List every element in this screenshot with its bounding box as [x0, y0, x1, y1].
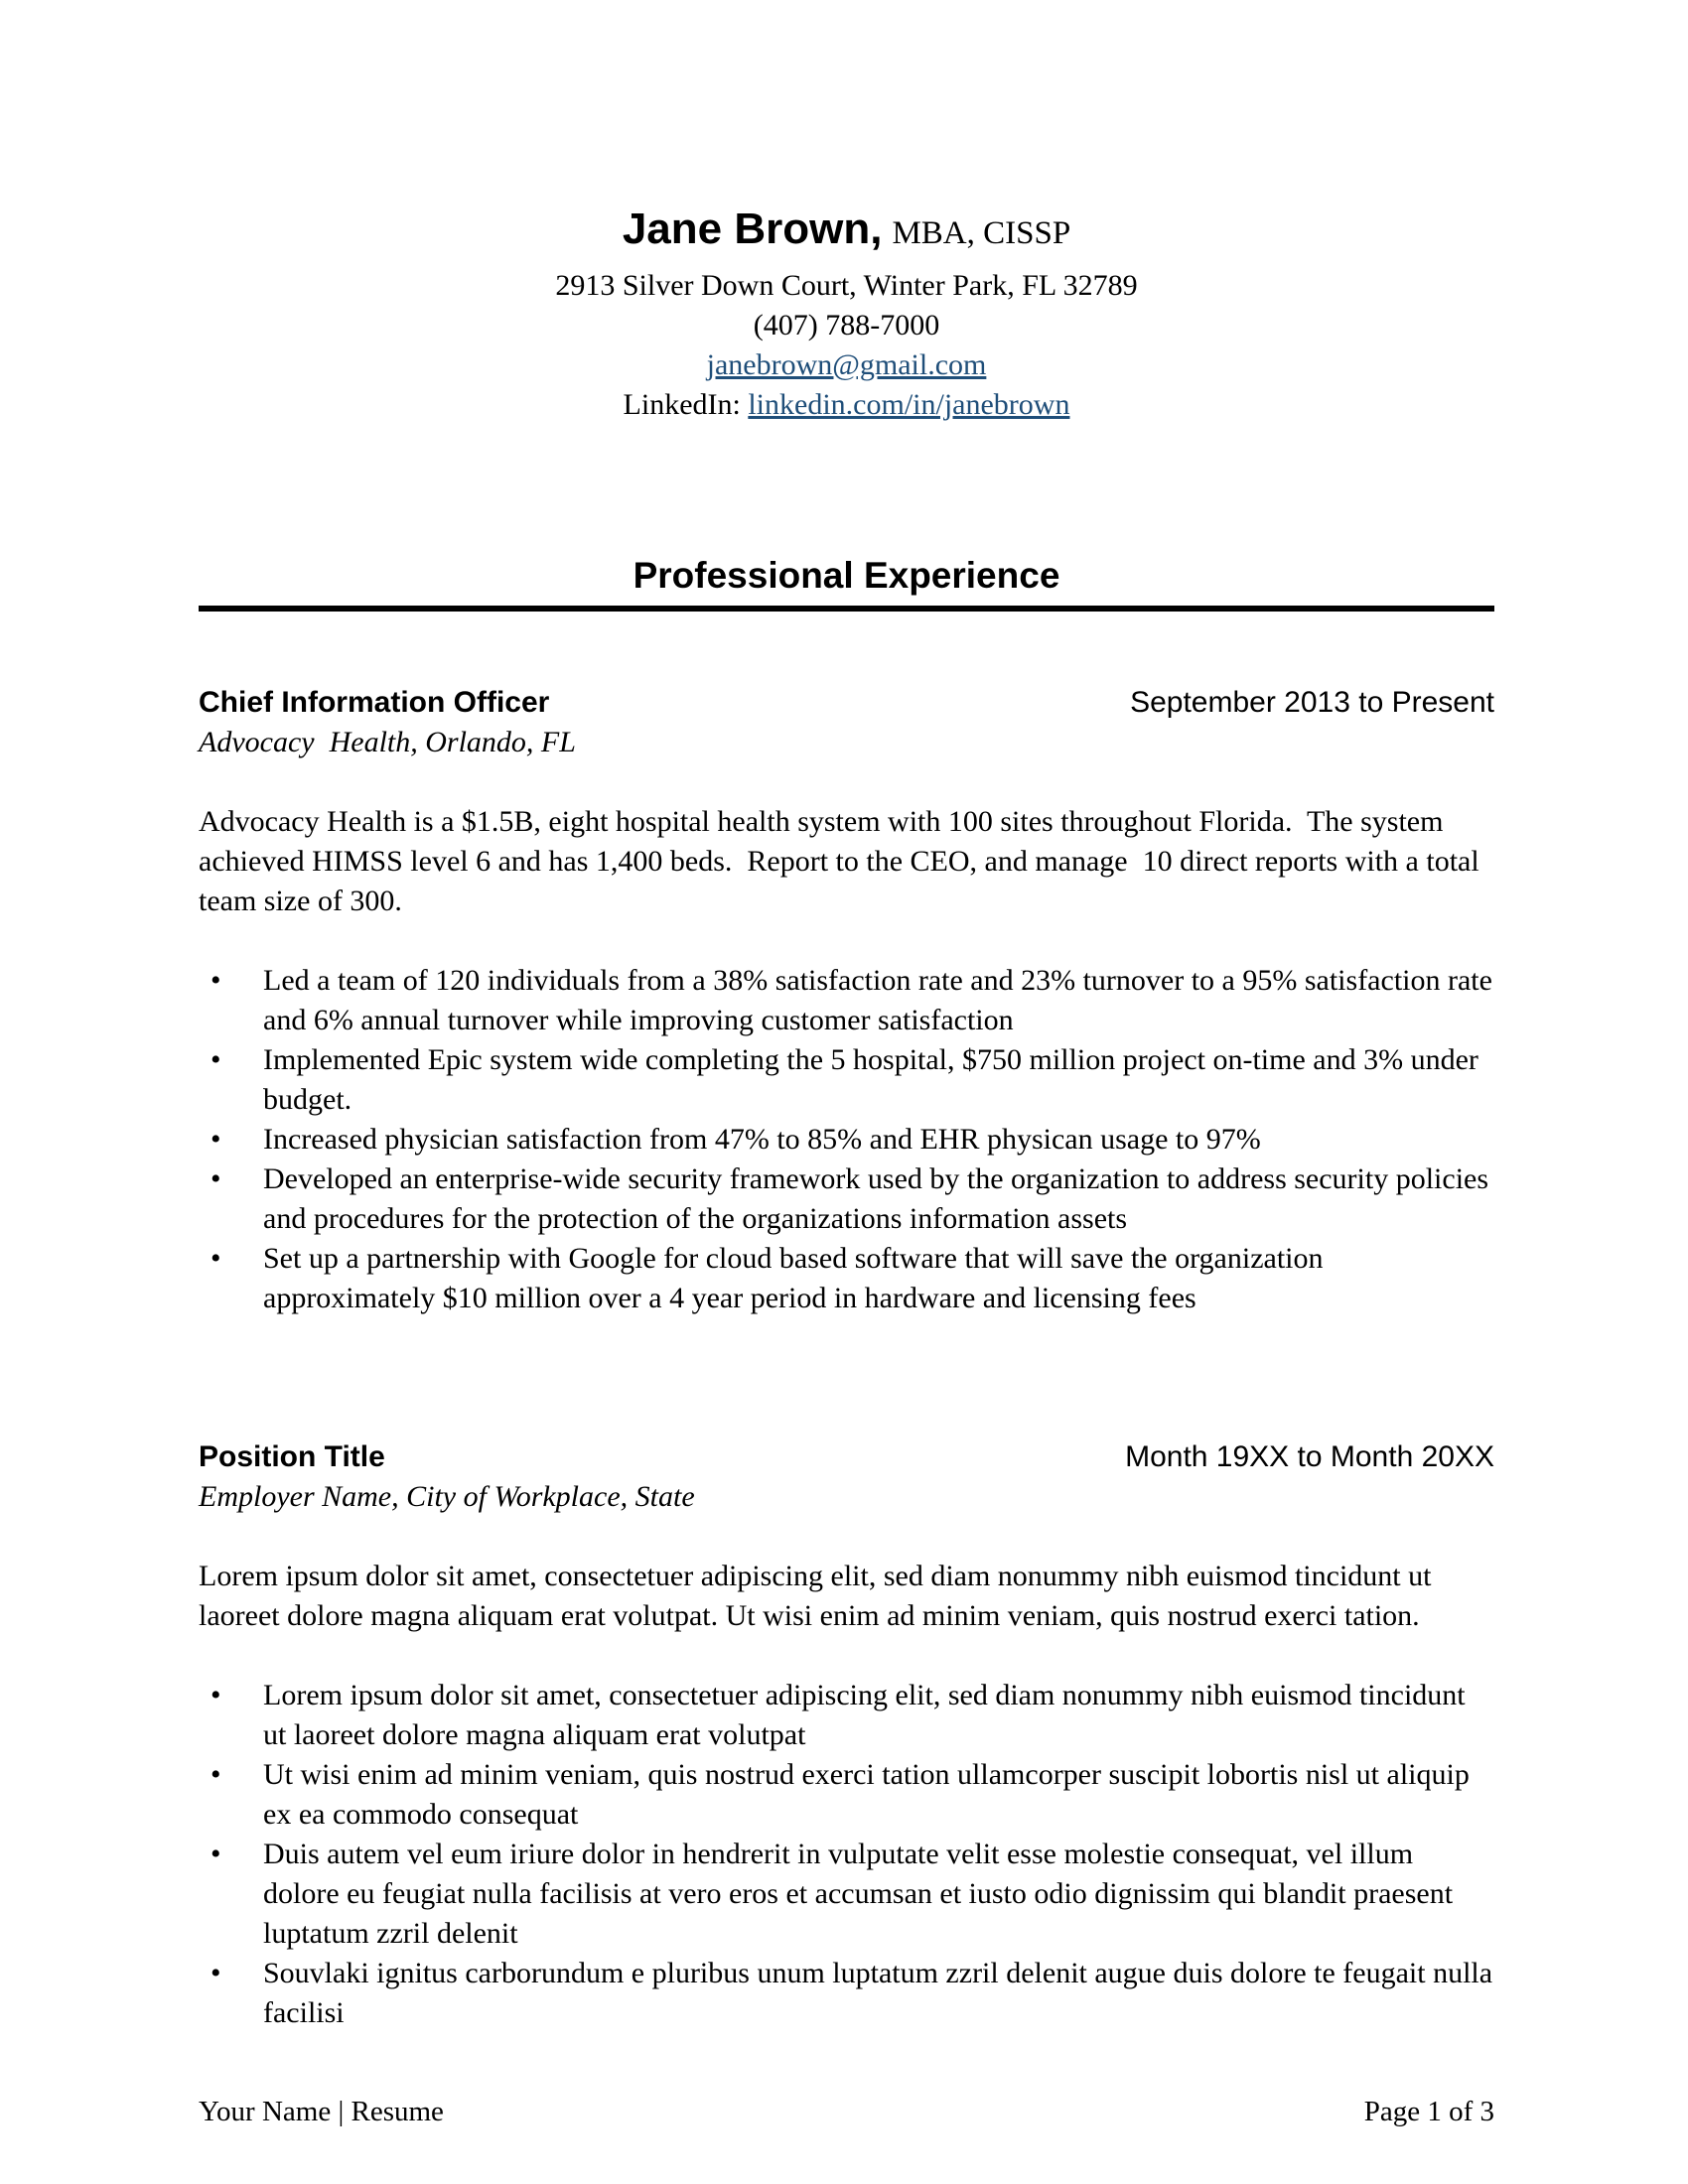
person-name: Jane Brown,	[622, 205, 883, 253]
bullet-item: • Implemented Epic system wide completing the 5 hospital, $750 million project on-time and 3% under budget.	[199, 1040, 1494, 1120]
bullet-item: • Set up a partnership with Google for cloud based software that will save the organization approximately $10 million over a 4 year period in hardware and licensing fees	[199, 1239, 1494, 1318]
linkedin-line	[199, 385, 1494, 425]
job-employer: Employer Name, City of Workplace, State	[199, 1480, 695, 1513]
job-bullet-list	[199, 1676, 1500, 2033]
bullet-item: • Ut wisi enim ad minim veniam, quis nostrud exerci tation ullamcorper suscipit lobortis nisl ut aliquip ex ea commodo consequat	[199, 1755, 1494, 1835]
bullet-item: • Increased physician satisfaction from 47% to 85% and EHR physican usage to 97%	[199, 1120, 1494, 1160]
section-heading-professional-experience: Professional Experience	[199, 554, 1494, 612]
job-summary: Advocacy Health is a $1.5B, eight hospital health system with 100 sites throughout Florida. The system achieved HIMSS level 6 and has 1,400 beds. Report to the CEO, and manage 10 direct reports with a total team size of 300.	[199, 805, 1487, 917]
job-title: Chief Information Officer	[199, 686, 550, 719]
bullet-item: • Souvlaki ignitus carborundum e pluribus unum luptatum zzril delenit augue duis dolore te feugait nulla facilisi	[199, 1954, 1494, 2033]
bullet-item: • Led a team of 120 individuals from a 38% satisfaction rate and 23% turnover to a 95% satisfaction rate and 6% annual turnover while improving customer satisfaction	[199, 961, 1494, 1040]
job-entry-cio	[199, 683, 1500, 1318]
footer-name-doc: Your Name | Resume	[199, 2096, 444, 2127]
job-dates: September 2013 to Present	[1130, 686, 1494, 719]
email-link[interactable]: janebrown@gmail.com	[706, 348, 987, 381]
name-line	[199, 204, 1494, 260]
linkedin-label: LinkedIn:	[623, 388, 749, 421]
bullet-item: • Developed an enterprise-wide security framework used by the organization to address security policies and procedures for the protection of the organizations information assets	[199, 1160, 1494, 1239]
job-title: Position Title	[199, 1440, 385, 1473]
job-dates: Month 19XX to Month 20XX	[1125, 1440, 1494, 1473]
bullet-item: • Duis autem vel eum iriure dolor in hendrerit in vulputate velit esse molestie consequat, vel illum dolore eu feugiat nulla facilisis at vero eros et accumsan et iusto odio dignissim qui blandit praesent luptatum zzril delenit	[199, 1835, 1494, 1954]
footer-page-number: Page 1 of 3	[1363, 2096, 1494, 2127]
email-line	[199, 345, 1494, 385]
address-line: 2913 Silver Down Court, Winter Park, FL 32789	[555, 269, 1138, 302]
credentials: MBA, CISSP	[892, 215, 1071, 251]
job-entry-placeholder	[199, 1437, 1500, 2033]
page-footer	[199, 2093, 1494, 2130]
job-summary: Lorem ipsum dolor sit amet, consectetuer adipiscing elit, sed diam nonummy nibh euismod tincidunt ut laoreet dolore magna aliquam erat volutpat. Ut wisi enim ad minim veniam, quis nostrud exerci tation.	[199, 1560, 1439, 1632]
bullet-item: • Lorem ipsum dolor sit amet, consectetuer adipiscing elit, sed diam nonummy nibh euismod tincidunt ut laoreet dolore magna aliquam erat volutpat	[199, 1676, 1494, 1755]
job-header-row	[199, 1437, 1494, 1477]
job-bullet-list	[199, 961, 1500, 1318]
linkedin-link[interactable]: linkedin.com/in/janebrown	[748, 388, 1070, 421]
contact-block	[199, 204, 1494, 425]
phone-line: (407) 788-7000	[753, 309, 940, 341]
job-header-row	[199, 683, 1494, 723]
job-employer: Advocacy Health, Orlando, FL	[199, 726, 576, 758]
